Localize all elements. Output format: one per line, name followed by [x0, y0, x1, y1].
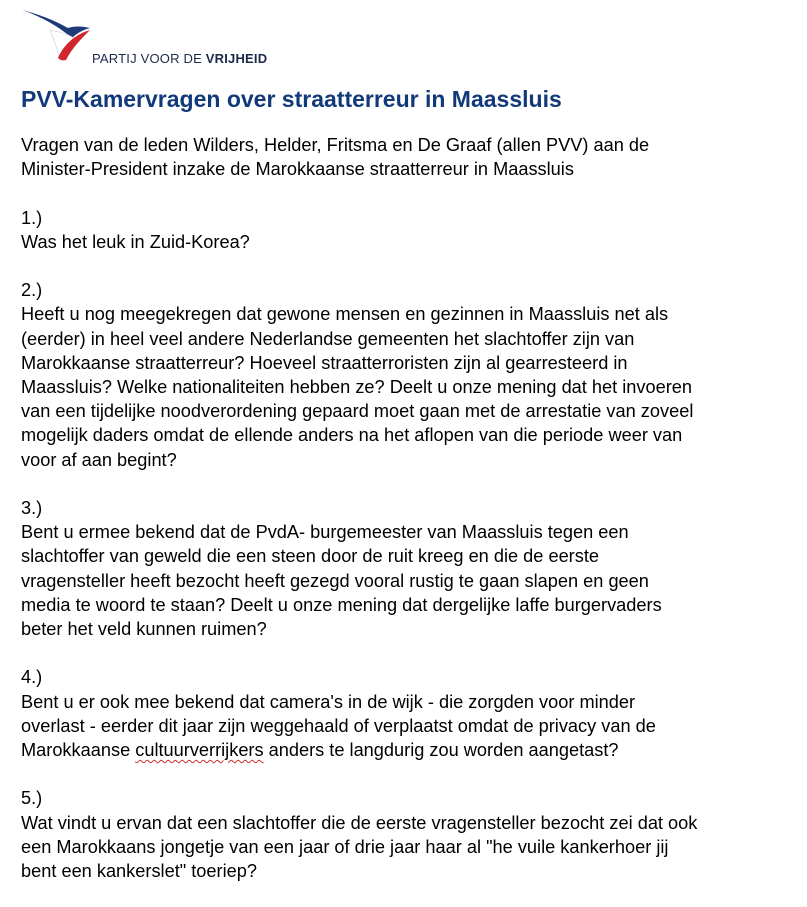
logo-wordmark: [92, 51, 267, 66]
intro-line: Minister-President inzake de Marokkaanse straatterreur in Maassluis: [21, 159, 574, 180]
question-line: mogelijk daders omdat de ellende anders na het aflopen van die periode weer van: [21, 425, 683, 446]
spellcheck-flagged-word: cultuurverrijkers: [135, 740, 264, 761]
question-3: [21, 496, 801, 641]
question-1: [21, 206, 801, 254]
question-line: een Marokkaans jongetje van een jaar of drie jaar haar al "he vuile kankerhoer jij: [21, 836, 669, 857]
question-line: vragensteller heeft bezocht heeft gezegd vooral rustig te gaan slapen en geen: [21, 570, 649, 591]
question-line: Marokkaanse straatterreur? Hoeveel straatterroristen zijn al gearresteerd in: [21, 352, 628, 373]
question-line: Wat vindt u ervan dat een slachtoffer die de eerste vragensteller bezocht zei dat ook: [21, 812, 698, 833]
logo-text-light: PARTIJ VOOR DE: [92, 51, 206, 66]
question-line-start: Marokkaanse: [21, 740, 136, 761]
party-logo: [20, 4, 320, 70]
question-number: 1.): [21, 207, 43, 228]
question-line: voor af aan begint?: [21, 449, 177, 470]
question-line: Heeft u nog meegekregen dat gewone mensen en gezinnen in Maassluis net als: [21, 304, 669, 325]
intro-line: Vragen van de leden Wilders, Helder, Fritsma en De Graaf (allen PVV) aan de: [21, 135, 650, 155]
question-line: beter het veld kunnen ruimen?: [21, 619, 267, 640]
logo-text-bold: VRIJHEID: [205, 51, 268, 66]
question-5: [21, 786, 801, 883]
question-line: overlast - eerder dit jaar zijn weggehaald of verplaatst omdat de privacy van de: [21, 715, 656, 736]
question-number: 5.): [21, 788, 43, 809]
question-number: 3.): [21, 498, 43, 518]
question-number: 2.): [21, 280, 43, 301]
question-line: bent een kankerslet" toeriep?: [21, 861, 257, 882]
question-line: [21, 738, 801, 762]
question-line: Maassluis? Welke nationaliteiten hebben ze? Deelt u onze mening dat het invoeren: [21, 377, 693, 397]
question-line: media te woord te staan? Deelt u onze mening dat dergelijke laffe burgervaders: [21, 594, 662, 615]
intro-paragraph: [21, 133, 801, 181]
question-2: [21, 278, 801, 472]
question-line: van een tijdelijke noodverordening gepaard moet gaan met de arrestatie van zoveel: [21, 401, 694, 422]
question-line: Was het leuk in Zuid-Korea?: [21, 231, 250, 252]
question-line: slachtoffer van geweld die een steen door de ruit kreeg en die de eerste: [21, 546, 600, 567]
question-number: 4.): [21, 667, 43, 688]
page-title: PVV-Kamervragen over straatterreur in Maassluis: [21, 86, 562, 112]
question-line: Bent u ermee bekend dat de PvdA- burgemeester van Maassluis tegen een: [21, 522, 629, 543]
seagull-icon: [20, 4, 100, 70]
question-line-end: anders te langdurig zou worden aangetast?: [263, 740, 619, 761]
question-line: Bent u er ook mee bekend dat camera's in de wijk - die zorgden voor minder: [21, 691, 636, 712]
question-4: [21, 665, 801, 762]
question-line: (eerder) in heel veel andere Nederlandse gemeenten het slachtoffer zijn van: [21, 328, 635, 349]
document-body: [21, 133, 801, 907]
